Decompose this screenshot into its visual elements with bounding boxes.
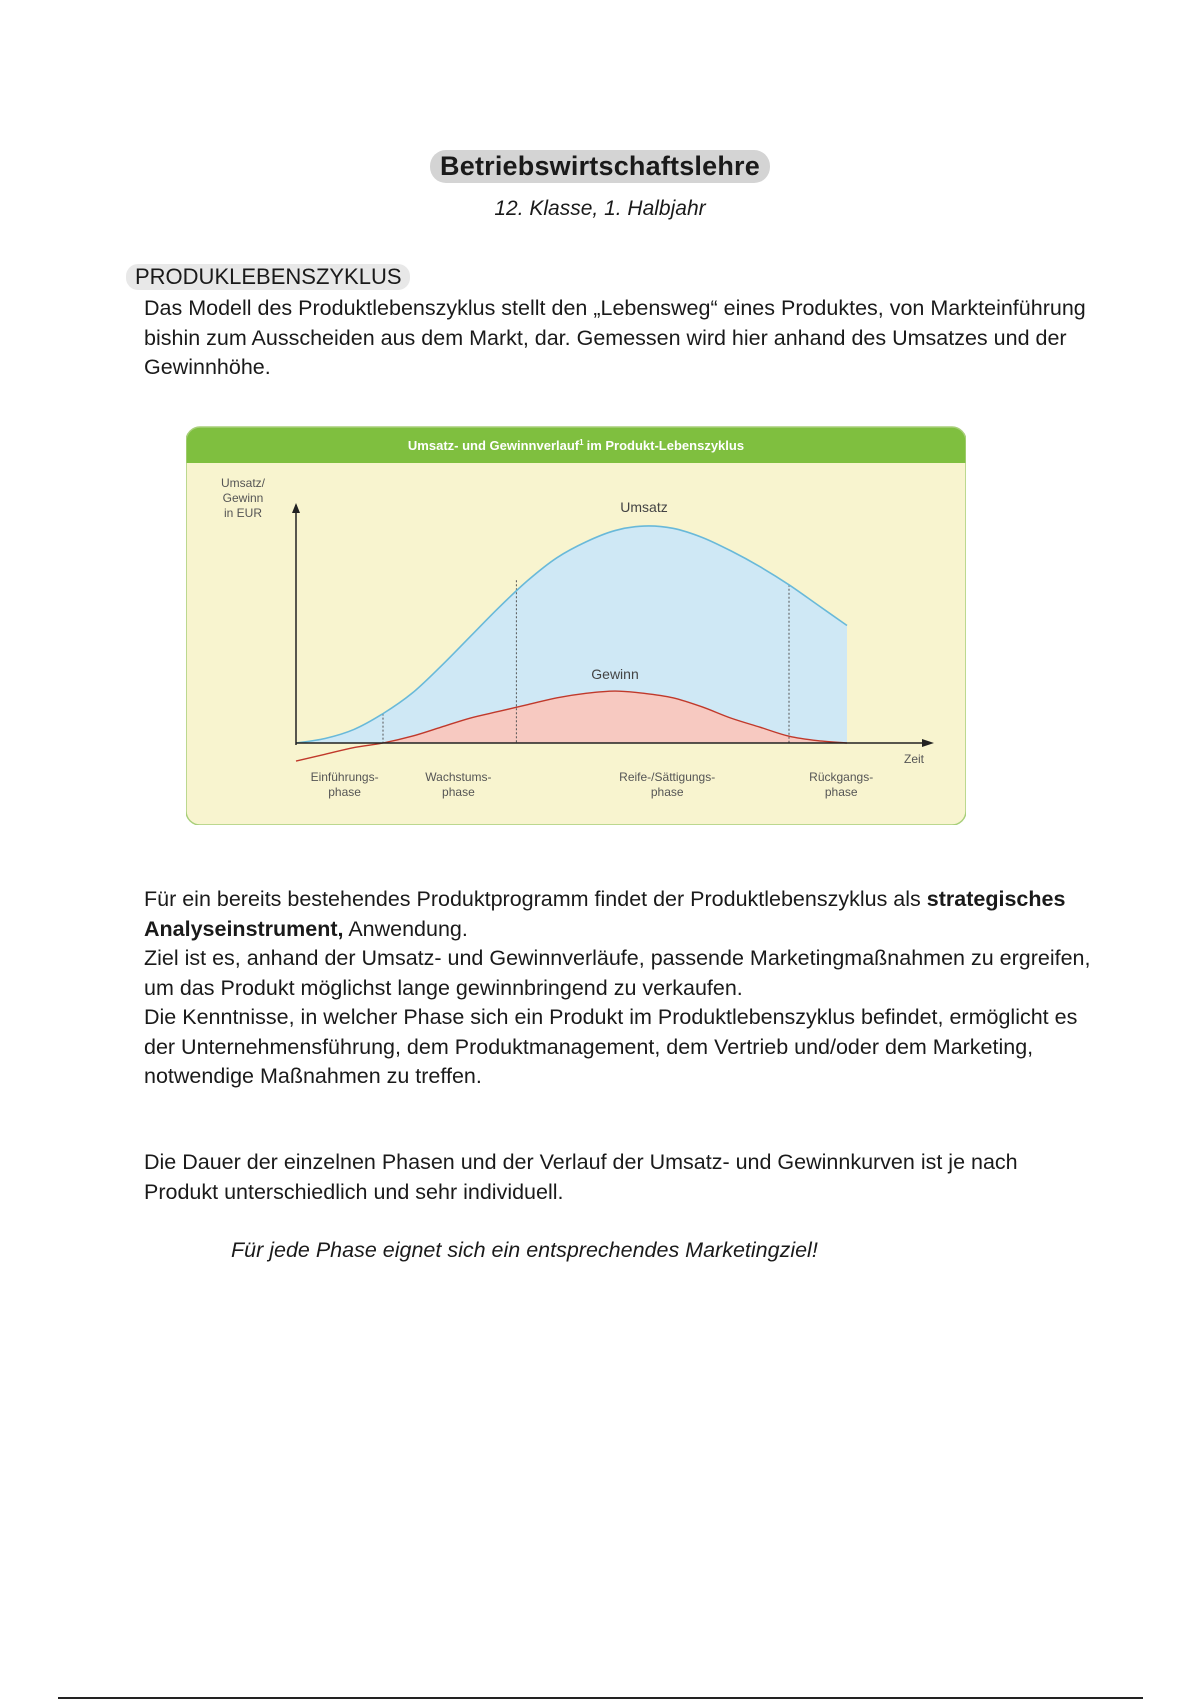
y-axis-label — [221, 476, 266, 520]
x-axis-label: Zeit — [903, 752, 924, 766]
y-axis-label-line: Gewinn — [222, 491, 264, 505]
intro-paragraph: Das Modell des Produktlebenszyklus stellt den „Lebensweg“ eines Produktes, von Markteinführung bishin zum Ausscheiden aus dem Markt, dar. Gemessen wird hier anhand des Umsatzes und der Gewinnhöhe. — [144, 296, 1086, 379]
analysis-paragraph — [144, 885, 1094, 1092]
phase-label: Reife-/Sättigungs- — [619, 770, 716, 784]
gewinn-label: Gewinn — [591, 666, 639, 683]
analysis-text-end: Anwendung. — [343, 916, 468, 941]
phase-label: phase — [442, 785, 475, 799]
lifecycle-chart — [186, 425, 966, 825]
footer-divider — [58, 1697, 1143, 1699]
analysis-text-start: Für ein bereits bestehendes Produktprogramm findet der Produktlebenszyklus als — [144, 887, 927, 911]
knowledge-sentence: Die Kenntnisse, in welcher Phase sich ein Produkt im Produktlebenszyklus befindet, ermöglicht es der Unternehmensführung, dem Produktmanagement, dem Vertrieb und/oder dem Marketing, notwendige Maßnahmen zu treffen. — [144, 1005, 1078, 1088]
document-subtitle: 12. Klasse, 1. Halbjahr — [494, 197, 706, 220]
phase-label: Wachstums- — [425, 770, 492, 784]
document-title-wrap — [0, 150, 1200, 183]
lifecycle-chart-svg — [186, 425, 966, 825]
analysis-emphasis: strategisches Analyseinstrument, — [144, 887, 1066, 941]
document-title: Betriebswirtschaftslehre — [430, 150, 770, 183]
y-axis-label-line: in EUR — [223, 506, 263, 520]
phase-label: Rückgangs- — [809, 770, 874, 784]
section-heading: PRODUKLEBENSZYKLUS — [126, 264, 410, 290]
goal-sentence: Ziel ist es, anhand der Umsatz- und Gewinnverläufe, passende Marketingmaßnahmen zu ergreifen, um das Produkt möglichst lange gewinnbringend zu verkaufen. — [144, 946, 1091, 1000]
marketing-note: Für jede Phase eignet sich ein entsprechendes Marketingziel! — [231, 1238, 818, 1262]
phase-label: phase — [824, 785, 858, 799]
umsatz-label: Umsatz — [620, 499, 668, 516]
duration-paragraph: Die Dauer der einzelnen Phasen und der Verlauf der Umsatz- und Gewinnkurven ist je nach Produkt unterschiedlich und sehr individuell. — [144, 1150, 1018, 1204]
chart-title: Umsatz- und Gewinnverlauf$^1$ im Produkt-Lebenszyklus — [407, 438, 745, 453]
phase-label: phase — [328, 785, 361, 799]
phase-label: phase — [650, 785, 684, 799]
phase-label: Einführungs- — [310, 770, 379, 784]
y-axis-label-line: Umsatz/ — [220, 476, 266, 490]
